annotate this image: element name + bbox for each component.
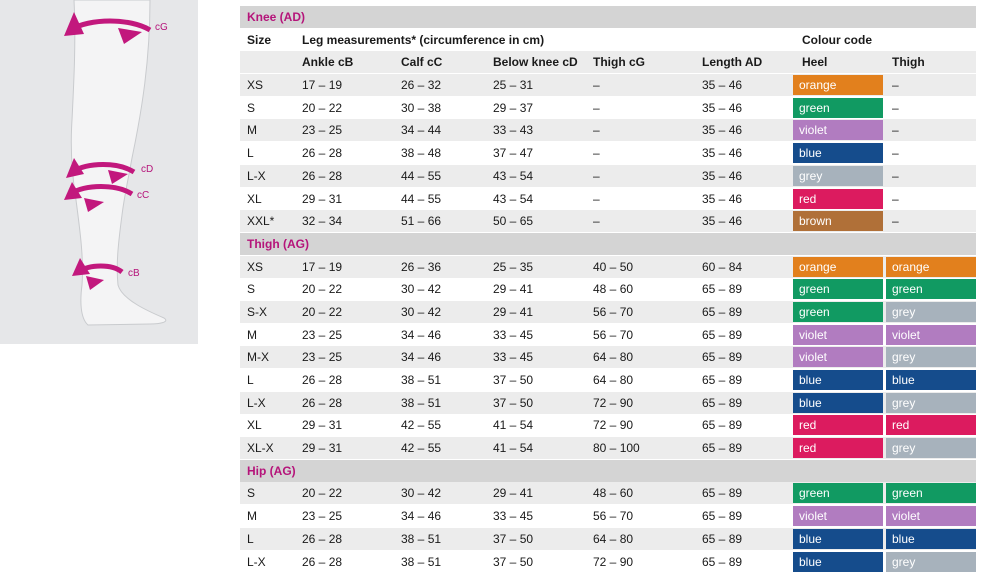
below-knee-cell: 29 – 41 [493,282,534,297]
table-row [240,551,976,573]
thigh-colour-cell: – [892,214,899,229]
heel-colour-swatch: orange [793,75,883,95]
thigh-colour-swatch: green [886,279,976,299]
below-knee-cell: 37 – 47 [493,146,534,161]
thigh-colour-swatch: violet [886,506,976,526]
header-thigh: Thigh cG [593,55,645,70]
table-row [240,324,976,346]
table-row [240,74,976,96]
calf-cell: 26 – 32 [401,78,442,93]
ankle-cell: 20 – 22 [302,100,343,115]
section-title-thigh [240,233,976,255]
hip-rows [240,482,976,572]
heel-colour-swatch: blue [793,370,883,390]
label-cB: cB [128,268,140,279]
heel-colour-swatch: green [793,279,883,299]
thigh-colour-swatch: grey [886,438,976,458]
below-knee-cell: 43 – 54 [493,191,534,206]
heel-colour-swatch: green [793,98,883,118]
ankle-cell: 32 – 34 [302,214,343,229]
header-leg-measurements: Leg measurements* (circumference in cm) [302,32,545,47]
size-cell: XL [247,418,262,433]
calf-cell: 38 – 51 [401,531,442,546]
thigh-colour-swatch: red [886,415,976,435]
table-row [240,142,976,164]
thigh-colour-cell: – [892,78,899,93]
table-row [240,278,976,300]
thigh-cell: 64 – 80 [593,350,634,365]
thigh-colour-cell: – [892,191,899,206]
below-knee-cell: 25 – 31 [493,78,534,93]
size-cell: XL [247,191,262,206]
calf-cell: 38 – 51 [401,373,442,387]
header-colour-code: Colour code [802,32,873,47]
label-cC: cC [137,190,150,201]
heel-colour-swatch: brown [793,211,883,231]
thigh-cell: 80 – 100 [593,441,640,456]
calf-cell: 30 – 42 [401,282,442,297]
heel-colour-swatch: red [793,415,883,435]
thigh-colour-swatch: grey [886,302,976,322]
size-cell: XS [247,78,264,93]
calf-cell: 34 – 46 [401,509,442,524]
size-cell: M-X [247,350,269,365]
ankle-cell: 17 – 19 [302,259,343,274]
calf-cell: 26 – 36 [401,259,442,274]
header-row-2 [240,51,976,73]
thigh-cell: 48 – 60 [593,486,634,501]
heel-colour-swatch: green [793,483,883,503]
length-cell: 65 – 89 [702,554,743,569]
thigh-cell: 48 – 60 [593,282,634,297]
length-cell: 65 – 89 [702,395,743,410]
thigh-colour-swatch: green [886,483,976,503]
size-cell: S [247,282,256,297]
table-row [240,392,976,414]
ankle-cell: 26 – 28 [302,531,343,546]
ankle-cell: 26 – 28 [302,395,343,410]
calf-cell: 44 – 55 [401,191,442,206]
ankle-cell: 23 – 25 [302,123,343,138]
size-cell: M [247,123,257,138]
thigh-rows [240,256,976,460]
length-cell: 35 – 46 [702,123,743,138]
table-row [240,119,976,141]
table-row [240,210,976,232]
heel-colour-swatch: orange [793,257,883,277]
calf-cell: 34 – 46 [401,350,442,365]
calf-cell: 51 – 66 [401,214,442,229]
calf-cell: 30 – 42 [401,304,442,319]
thigh-colour-swatch: orange [886,257,976,277]
thigh-colour-cell: – [892,123,899,138]
ankle-cell: 26 – 28 [302,373,343,387]
calf-cell: 44 – 55 [401,168,442,183]
below-knee-cell: 37 – 50 [493,554,534,569]
table-row [240,369,976,391]
thigh-cell: 72 – 90 [593,395,634,410]
header-size: Size [247,32,272,47]
size-cell: L-X [247,395,266,410]
ankle-cell: 20 – 22 [302,304,343,319]
size-cell: XL-X [247,441,274,456]
thigh-colour-cell: – [892,168,899,183]
below-knee-cell: 33 – 43 [493,123,534,138]
thigh-colour-swatch: grey [886,552,976,572]
header-ankle: Ankle cB [302,55,354,70]
thigh-colour-swatch: violet [886,325,976,345]
size-cell: L [247,373,254,387]
size-cell: S-X [247,304,268,319]
size-cell: M [247,509,257,524]
heel-colour-swatch: blue [793,393,883,413]
length-cell: 35 – 46 [702,78,743,93]
header-row-1 [240,29,976,51]
heel-colour-swatch: blue [793,529,883,549]
leg-diagram [0,0,198,344]
header-calf: Calf cC [401,55,443,70]
heel-colour-swatch: violet [793,506,883,526]
length-cell: 35 – 46 [702,168,743,183]
heel-colour-swatch: blue [793,143,883,163]
header-length: Length AD [702,55,763,70]
size-cell: XXL* [247,214,275,229]
knee-rows [240,74,976,232]
table-row [240,482,976,504]
length-cell: 65 – 89 [702,509,743,524]
thigh-cell: 64 – 80 [593,373,634,387]
heel-colour-swatch: red [793,438,883,458]
heel-colour-swatch: blue [793,552,883,572]
heel-colour-swatch: red [793,189,883,209]
section-title-hip [240,460,976,482]
ankle-cell: 23 – 25 [302,350,343,365]
below-knee-cell: 29 – 41 [493,304,534,319]
section-title-knee [240,6,976,28]
leg-illustration [0,0,198,344]
thigh-cell: – [593,78,600,93]
length-cell: 65 – 89 [702,282,743,297]
ankle-cell: 17 – 19 [302,78,343,93]
table-row [240,97,976,119]
ankle-cell: 26 – 28 [302,554,343,569]
table-row [240,528,976,550]
length-cell: 60 – 84 [702,259,743,274]
below-knee-cell: 43 – 54 [493,168,534,183]
length-cell: 35 – 46 [702,146,743,161]
table-row [240,165,976,187]
below-knee-cell: 41 – 54 [493,441,534,456]
below-knee-cell: 50 – 65 [493,214,534,229]
calf-cell: 38 – 51 [401,554,442,569]
calf-cell: 38 – 48 [401,146,442,161]
length-cell: 65 – 89 [702,350,743,365]
thigh-colour-cell: – [892,100,899,115]
below-knee-cell: 33 – 45 [493,509,534,524]
calf-cell: 34 – 46 [401,327,442,342]
calf-cell: 42 – 55 [401,418,442,433]
size-cell: S [247,486,256,501]
table-row [240,437,976,459]
heel-colour-swatch: violet [793,347,883,367]
thigh-colour-swatch: grey [886,393,976,413]
thigh-cell: – [593,214,600,229]
below-knee-cell: 25 – 35 [493,259,534,274]
table-row [240,346,976,368]
section-title: Thigh (AG) [247,236,309,251]
calf-cell: 30 – 42 [401,486,442,501]
thigh-cell: 72 – 90 [593,418,634,433]
length-cell: 65 – 89 [702,531,743,546]
heel-colour-swatch: violet [793,120,883,140]
ankle-cell: 29 – 31 [302,191,343,206]
size-cell: L [247,531,254,546]
below-knee-cell: 37 – 50 [493,373,534,387]
calf-cell: 42 – 55 [401,441,442,456]
thigh-cell: – [593,191,600,206]
thigh-cell: 56 – 70 [593,327,634,342]
heel-colour-swatch: grey [793,166,883,186]
size-cell: L-X [247,168,266,183]
below-knee-cell: 29 – 37 [493,100,534,115]
length-cell: 35 – 46 [702,214,743,229]
table-row [240,256,976,278]
thigh-colour-cell: – [892,146,899,161]
ankle-cell: 23 – 25 [302,327,343,342]
thigh-cell: – [593,146,600,161]
below-knee-cell: 33 – 45 [493,350,534,365]
label-cG: cG [155,22,168,33]
label-cD: cD [141,164,154,175]
header-heel: Heel [802,55,828,70]
table-row [240,414,976,436]
length-cell: 65 – 89 [702,418,743,433]
heel-colour-swatch: green [793,302,883,322]
ankle-cell: 26 – 28 [302,168,343,183]
length-cell: 65 – 89 [702,327,743,342]
table-row [240,301,976,323]
header-below-knee: Below knee cD [493,55,578,70]
length-cell: 35 – 46 [702,191,743,206]
length-cell: 35 – 46 [702,100,743,115]
size-cell: XS [247,259,264,274]
ankle-cell: 26 – 28 [302,146,343,161]
calf-cell: 34 – 44 [401,123,442,138]
ankle-cell: 20 – 22 [302,282,343,297]
length-cell: 65 – 89 [702,373,743,387]
size-cell: M [247,327,257,342]
size-cell: L-X [247,554,266,569]
table-row [240,188,976,210]
length-cell: 65 – 89 [702,441,743,456]
length-cell: 65 – 89 [702,304,743,319]
thigh-cell: – [593,168,600,183]
thigh-cell: 40 – 50 [593,259,634,274]
thigh-cell: 56 – 70 [593,304,634,319]
ankle-cell: 29 – 31 [302,441,343,456]
thigh-cell: 72 – 90 [593,554,634,569]
size-chart-table [240,6,976,573]
table-row [240,505,976,527]
calf-cell: 38 – 51 [401,395,442,410]
ankle-cell: 23 – 25 [302,509,343,524]
calf-cell: 30 – 38 [401,100,442,115]
thigh-colour-swatch: grey [886,347,976,367]
thigh-colour-swatch: blue [886,370,976,390]
section-title: Hip (AG) [247,463,296,478]
below-knee-cell: 29 – 41 [493,486,534,501]
thigh-cell: – [593,123,600,138]
ankle-cell: 20 – 22 [302,486,343,501]
section-title: Knee (AD) [247,10,306,24]
thigh-colour-swatch: blue [886,529,976,549]
thigh-cell: – [593,100,600,115]
header-thigh-colour: Thigh [892,55,925,70]
length-cell: 65 – 89 [702,486,743,501]
below-knee-cell: 37 – 50 [493,395,534,410]
size-cell: S [247,100,256,115]
below-knee-cell: 41 – 54 [493,418,534,433]
thigh-cell: 56 – 70 [593,509,634,524]
size-cell: L [247,146,254,161]
thigh-cell: 64 – 80 [593,531,634,546]
below-knee-cell: 33 – 45 [493,327,534,342]
below-knee-cell: 37 – 50 [493,531,534,546]
ankle-cell: 29 – 31 [302,418,343,433]
heel-colour-swatch: violet [793,325,883,345]
